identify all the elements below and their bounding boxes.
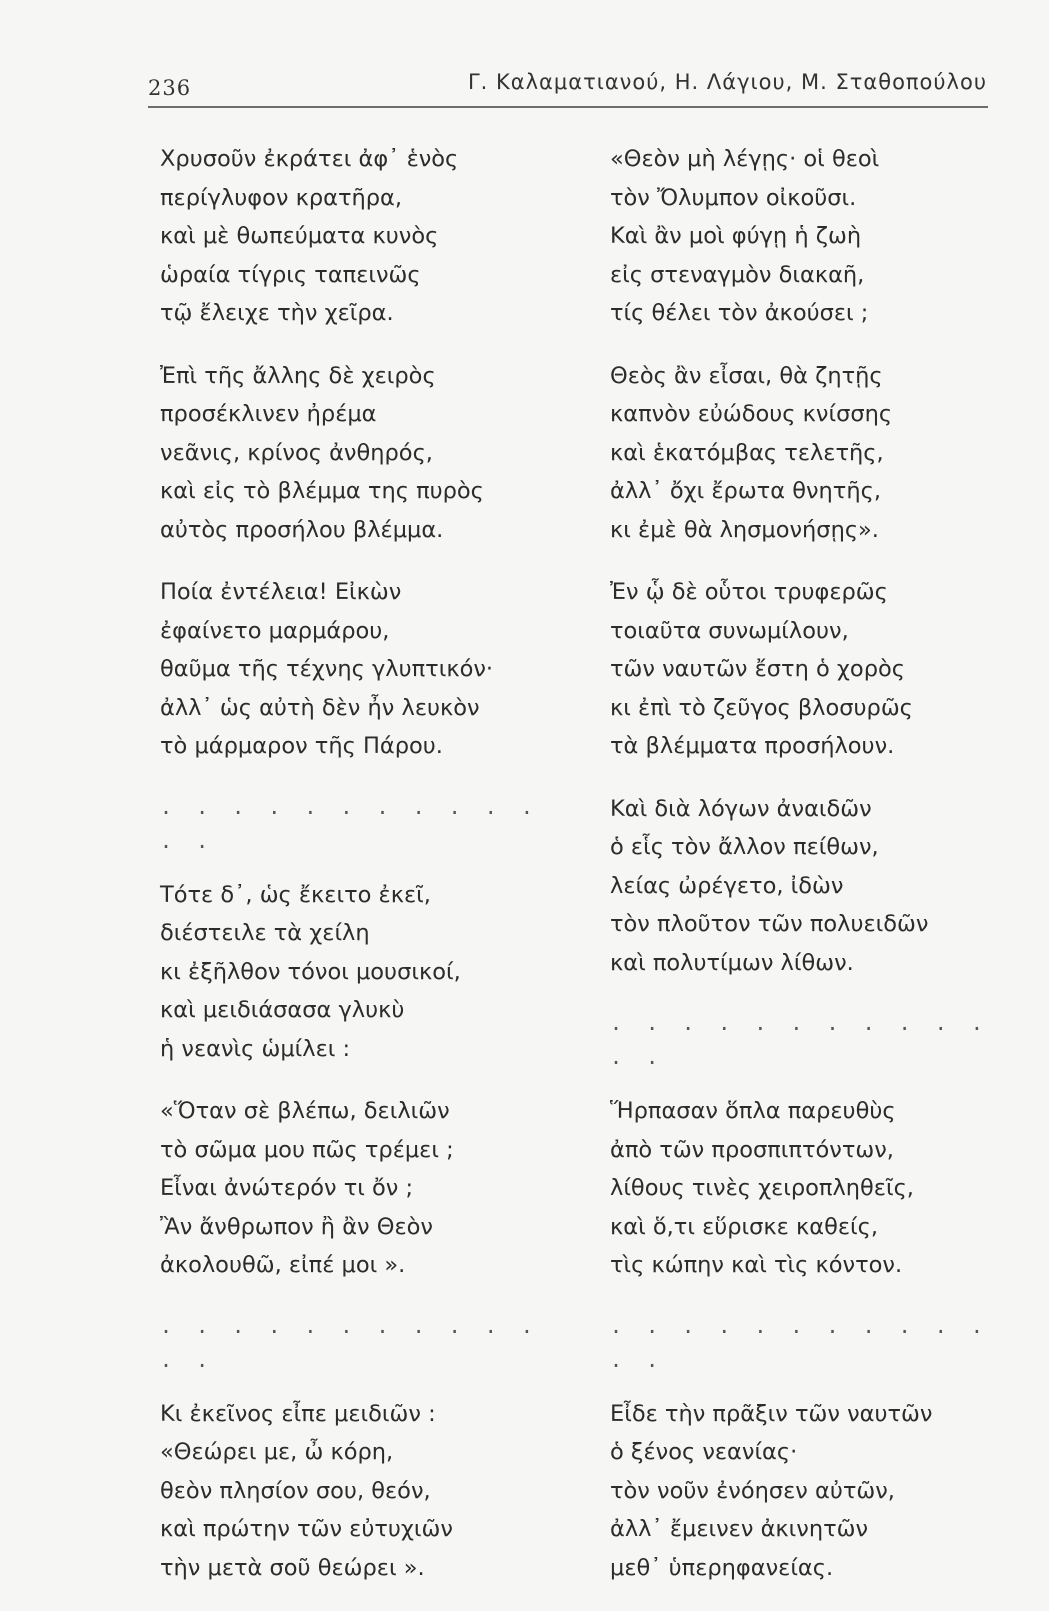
- verse-line: ἀλλ᾽ ὡς αὐτὴ δὲν ἦν λευκὸν: [160, 694, 480, 721]
- verse-line: καὶ μειδιάσασα γλυκὺ: [160, 997, 405, 1023]
- verse-line: καὶ ἑκατόμβας τελετῆς,: [610, 439, 884, 466]
- verse-line: λείας ὠρέγετο, ἰδὼν: [610, 872, 844, 899]
- verse-line: ἀλλ᾽ ἔμεινεν ἀκινητῶν: [610, 1516, 869, 1542]
- running-head: Γ. Καλαματιανού, Η. Λάγιου, Μ. Σταθοπούλου: [467, 70, 987, 94]
- verse-line: Χρυσοῦν ἐκράτει ἀφ᾽ ἑνὸς: [160, 146, 459, 172]
- verse-line: κι ἐπὶ τὸ ζεῦγος βλοσυρῶς: [610, 694, 913, 721]
- verse-line: περίγλυφον κρατῆρα,: [160, 184, 403, 211]
- verse-line: τὶς κώπην καὶ τὶς κόντον.: [610, 1252, 903, 1278]
- verse-line: ἀλλ᾽ ὄχι ἔρωτα θνητῆς,: [610, 478, 881, 504]
- verse-line: αὐτὸς προσήλου βλέμμα.: [160, 516, 444, 543]
- verse-line: θαῦμα τῆς τέχνης γλυπτικόν·: [160, 656, 494, 682]
- stanza: [610, 357, 1000, 550]
- left-column: [160, 140, 550, 1611]
- page-number: 236: [148, 76, 192, 100]
- verse-line: τὴν μετὰ σοῦ θεώρει ».: [160, 1554, 425, 1581]
- page-header: [0, 0, 1049, 120]
- ellipsis-row: . . . . . . . . . . . . .: [610, 1313, 989, 1372]
- verse-line: τῶν ναυτῶν ἔστη ὁ χορὸς: [610, 656, 905, 682]
- verse-line: Ἐν ᾧ δὲ οὗτοι τρυφερῶς: [610, 579, 888, 605]
- verse-line: τίς θέλει τὸν ἀκούσει ;: [610, 300, 869, 326]
- verse-line: Ἐπὶ τῆς ἄλλης δὲ χειρὸς: [160, 362, 436, 389]
- verse-line: τοιαῦτα συνωμίλουν,: [610, 617, 849, 644]
- stanza: [160, 876, 550, 1069]
- verse-line: καὶ πρώτην τῶν εὐτυχιῶν: [160, 1516, 453, 1542]
- verse-line: Ἂν ἄνθρωπον ἢ ἂν Θεὸν: [160, 1213, 433, 1240]
- ellipsis-row: . . . . . . . . . . . . .: [160, 794, 539, 853]
- verse-line: λίθους τινὲς χειροπληθεῖς,: [610, 1175, 914, 1201]
- verse-line: νεᾶνις, κρίνος ἀνθηρός,: [160, 439, 433, 466]
- verse-line: καὶ μὲ θωπεύματα κυνὸς: [160, 223, 439, 249]
- verse-line: Ἥρπασαν ὅπλα παρευθὺς: [610, 1098, 896, 1124]
- verse-line: Εἶναι ἀνώτερόν τι ὄν ;: [160, 1175, 414, 1201]
- verse-line: ἐφαίνετο μαρμάρου,: [160, 617, 390, 644]
- verse-line: ὁ ξένος νεανίας·: [610, 1439, 798, 1465]
- verse-line: «Ὅταν σὲ βλέπω, δειλιῶν: [160, 1098, 450, 1124]
- verse-line: τὰ βλέμματα προσήλουν.: [610, 733, 895, 759]
- verse-line: τὸν Ὄλυμπον οἰκοῦσι.: [610, 184, 857, 211]
- verse-line: τὸν πλοῦτον τῶν πολυειδῶν: [610, 911, 929, 937]
- stanza: [610, 1092, 1000, 1285]
- verse-line: ὡραία τίγρις ταπεινῶς: [160, 261, 421, 288]
- stanza: [160, 140, 550, 333]
- verse-line: Καὶ διὰ λόγων ἀναιδῶν: [610, 795, 872, 822]
- verse-line: καπνὸν εὐώδους κνίσσης: [610, 401, 893, 427]
- verse-line: θεὸν πλησίον σου, θεόν,: [160, 1477, 431, 1504]
- verse-line: Κι ἐκεῖνος εἶπε μειδιῶν :: [160, 1400, 436, 1427]
- verse-line: κι ἐξῆλθον τόνοι μουσικοί,: [160, 958, 461, 985]
- verse-line: ἀκολουθῶ, εἰπέ μοι ».: [160, 1252, 406, 1278]
- right-column: [610, 140, 1000, 1611]
- verse-line: κι ἐμὲ θὰ λησμονήσῃς».: [610, 516, 879, 543]
- verse-line: καὶ ὅ,τι εὕρισκε καθείς,: [610, 1213, 878, 1240]
- verse-line: Εἶδε τὴν πρᾶξιν τῶν ναυτῶν: [610, 1400, 933, 1427]
- verse-line: καὶ πολυτίμων λίθων.: [610, 949, 854, 976]
- verse-line: Τότε δ᾽, ὡς ἔκειτο ἐκεῖ,: [160, 881, 431, 908]
- stanza: [610, 1395, 1000, 1588]
- verse-line: μεθ᾽ ὑπερηφανείας.: [610, 1554, 834, 1581]
- verse-line: ἡ νεανὶς ὡμίλει :: [160, 1035, 351, 1062]
- verse-line: ἀπὸ τῶν προσπιπτόντων,: [610, 1136, 894, 1163]
- verse-line: «Θεὸν μὴ λέγῃς· οἱ θεοὶ: [610, 146, 880, 172]
- verse-line: εἰς στεναγμὸν διακαῆ,: [610, 261, 865, 288]
- stanza: [610, 573, 1000, 766]
- verse-line: Θεὸς ἂν εἶσαι, θὰ ζητῇς: [610, 362, 883, 389]
- stanza: [160, 1092, 550, 1285]
- verse-line: τὸν νοῦν ἐνόησεν αὐτῶν,: [610, 1477, 895, 1504]
- stanza: [160, 1395, 550, 1588]
- verse-line: Καὶ ἂν μοὶ φύγῃ ἡ ζωὴ: [610, 223, 862, 249]
- verse-line: διέστειλε τὰ χείλη: [160, 920, 370, 946]
- verse-line: τὸ μάρμαρον τῆς Πάρου.: [160, 733, 443, 759]
- verse-line: προσέκλινεν ἠρέμα: [160, 401, 377, 427]
- verse-line: ὁ εἷς τὸν ἄλλον πείθων,: [610, 834, 879, 860]
- verse-line: «Θεώρει με, ὦ κόρη,: [160, 1439, 394, 1465]
- stanza: [610, 140, 1000, 333]
- stanza: [160, 573, 550, 766]
- stanza: [610, 790, 1000, 983]
- verse-line: τῷ ἔλειχε τὴν χεῖρα.: [160, 300, 394, 326]
- ellipsis-row: . . . . . . . . . . . . .: [160, 1313, 539, 1372]
- verse-line: καὶ εἰς τὸ βλέμμα της πυρὸς: [160, 478, 484, 504]
- header-rule: [148, 106, 988, 108]
- verse-line: τὸ σῶμα μου πῶς τρέμει ;: [160, 1136, 454, 1163]
- ellipsis-row: . . . . . . . . . . . . .: [610, 1011, 989, 1069]
- verse-line: Ποία ἐντέλεια! Εἰκὼν: [160, 579, 402, 605]
- stanza: [160, 357, 550, 550]
